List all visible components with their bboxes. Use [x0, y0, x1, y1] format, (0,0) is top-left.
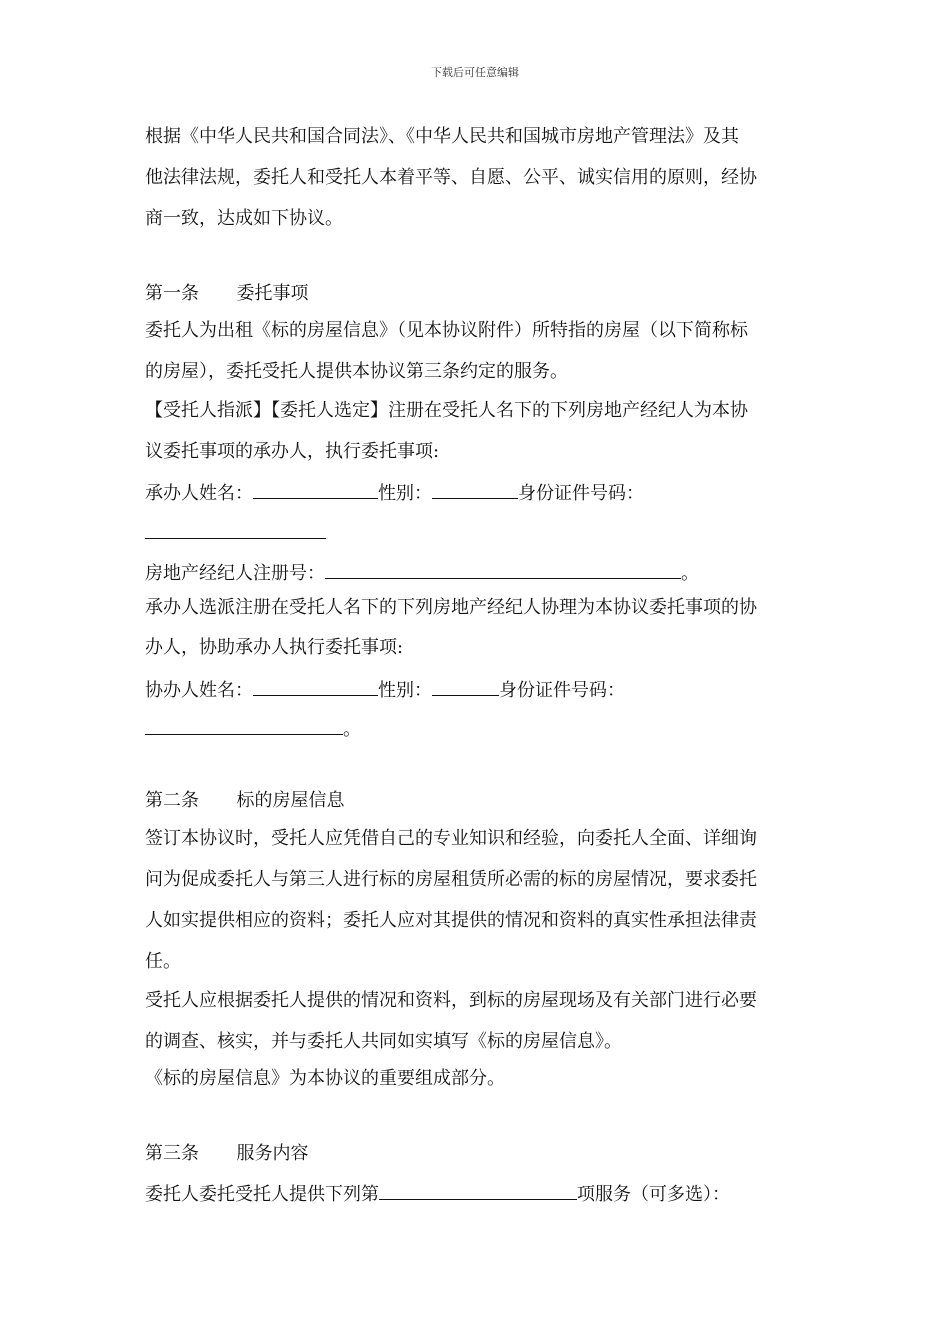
article-1-para-3-line-1: 承办人选派注册在受托人名下的下列房地产经纪人协理为本协议委托事项的协	[145, 597, 757, 618]
page-header-note: 下载后可任意编辑	[431, 66, 519, 79]
article-1-heading	[145, 283, 308, 305]
article-1-para-2-line-1: 【受托人指派】【委托人选定】注册在受托人名下的下列房地产经纪人为本协	[145, 400, 748, 421]
article-1-number: 第一条	[145, 283, 199, 304]
article-2-para-2-line-2: 的调查、核实，并与委托人共同如实填写《标的房屋信息》。	[145, 1031, 622, 1052]
handler-gender-field[interactable]	[432, 480, 518, 499]
services-line-start: 委托人委托受托人提供下列第	[145, 1184, 379, 1205]
intro-line-3: 商一致，达成如下协议。	[145, 208, 343, 229]
article-2-heading	[145, 790, 344, 812]
article-2-para-2-line-1: 受托人应根据委托人提供的情况和资料，到标的房屋现场及有关部门进行必要	[145, 990, 757, 1011]
article-2-title: 标的房屋信息	[236, 790, 345, 811]
handler-id-field[interactable]	[145, 520, 326, 539]
handler-gender-label: 性别：	[378, 483, 432, 504]
registration-field[interactable]	[325, 560, 681, 579]
article-2-para-1-line-1: 签订本协议时，受托人应凭借自己的专业知识和经验，向委托人全面、详细询	[145, 828, 757, 849]
registration-end: 。	[681, 563, 699, 584]
services-items-field[interactable]	[379, 1181, 577, 1200]
handler-info-line	[145, 480, 644, 502]
article-2-para-1-line-2: 问为促成委托人与第三人进行标的房屋租赁所必需的标的房屋情况，要求委托	[145, 869, 757, 890]
article-1-para-2-line-2: 议委托事项的承办人，执行委托事项:	[145, 441, 440, 462]
article-2-para-3: 《标的房屋信息》为本协议的重要组成部分。	[145, 1068, 505, 1089]
assistant-gender-field[interactable]	[432, 677, 499, 696]
assistant-end: 。	[343, 719, 361, 740]
assistant-name-field[interactable]	[253, 677, 378, 696]
article-3-number: 第三条	[145, 1143, 199, 1164]
article-3-heading	[145, 1143, 308, 1165]
article-1-para-3-line-2: 办人，协助承办人执行委托事项:	[145, 637, 404, 658]
assistant-id-line	[145, 716, 361, 738]
article-2-para-1-line-4: 任。	[145, 951, 181, 972]
registration-line	[145, 560, 699, 582]
intro-line-1: 根据《中华人民共和国合同法》、《中华人民共和国城市房地产管理法》及其	[145, 126, 739, 147]
assistant-id-field[interactable]	[145, 716, 343, 735]
assistant-name-label: 协办人姓名：	[145, 680, 253, 701]
article-3-title: 服务内容	[236, 1143, 309, 1164]
article-1-para-1-line-2: 的房屋），委托受托人提供本协议第三条约定的服务。	[145, 361, 568, 382]
handler-name-field[interactable]	[253, 480, 378, 499]
registration-label: 房地产经纪人注册号：	[145, 563, 325, 584]
assistant-gender-label: 性别：	[378, 680, 432, 701]
assistant-id-label: 身份证件号码：	[499, 680, 625, 701]
article-1-para-1-line-1: 委托人为出租《标的房屋信息》（见本协议附件）所特指的房屋（以下简称标	[145, 320, 748, 341]
article-2-number: 第二条	[145, 790, 199, 811]
article-1-title: 委托事项	[236, 283, 309, 304]
intro-line-2: 他法律法规，委托人和受托人本着平等、自愿、公平、诚实信用的原则，经协	[145, 167, 757, 188]
article-3-services-line	[145, 1181, 730, 1203]
handler-name-label: 承办人姓名：	[145, 483, 253, 504]
handler-id-line	[145, 520, 326, 542]
services-line-end: 项服务（可多选）：	[577, 1184, 730, 1205]
assistant-info-line	[145, 677, 625, 699]
article-2-para-1-line-3: 人如实提供相应的资料；委托人应对其提供的情况和资料的真实性承担法律责	[145, 910, 757, 931]
handler-id-label: 身份证件号码：	[518, 483, 644, 504]
